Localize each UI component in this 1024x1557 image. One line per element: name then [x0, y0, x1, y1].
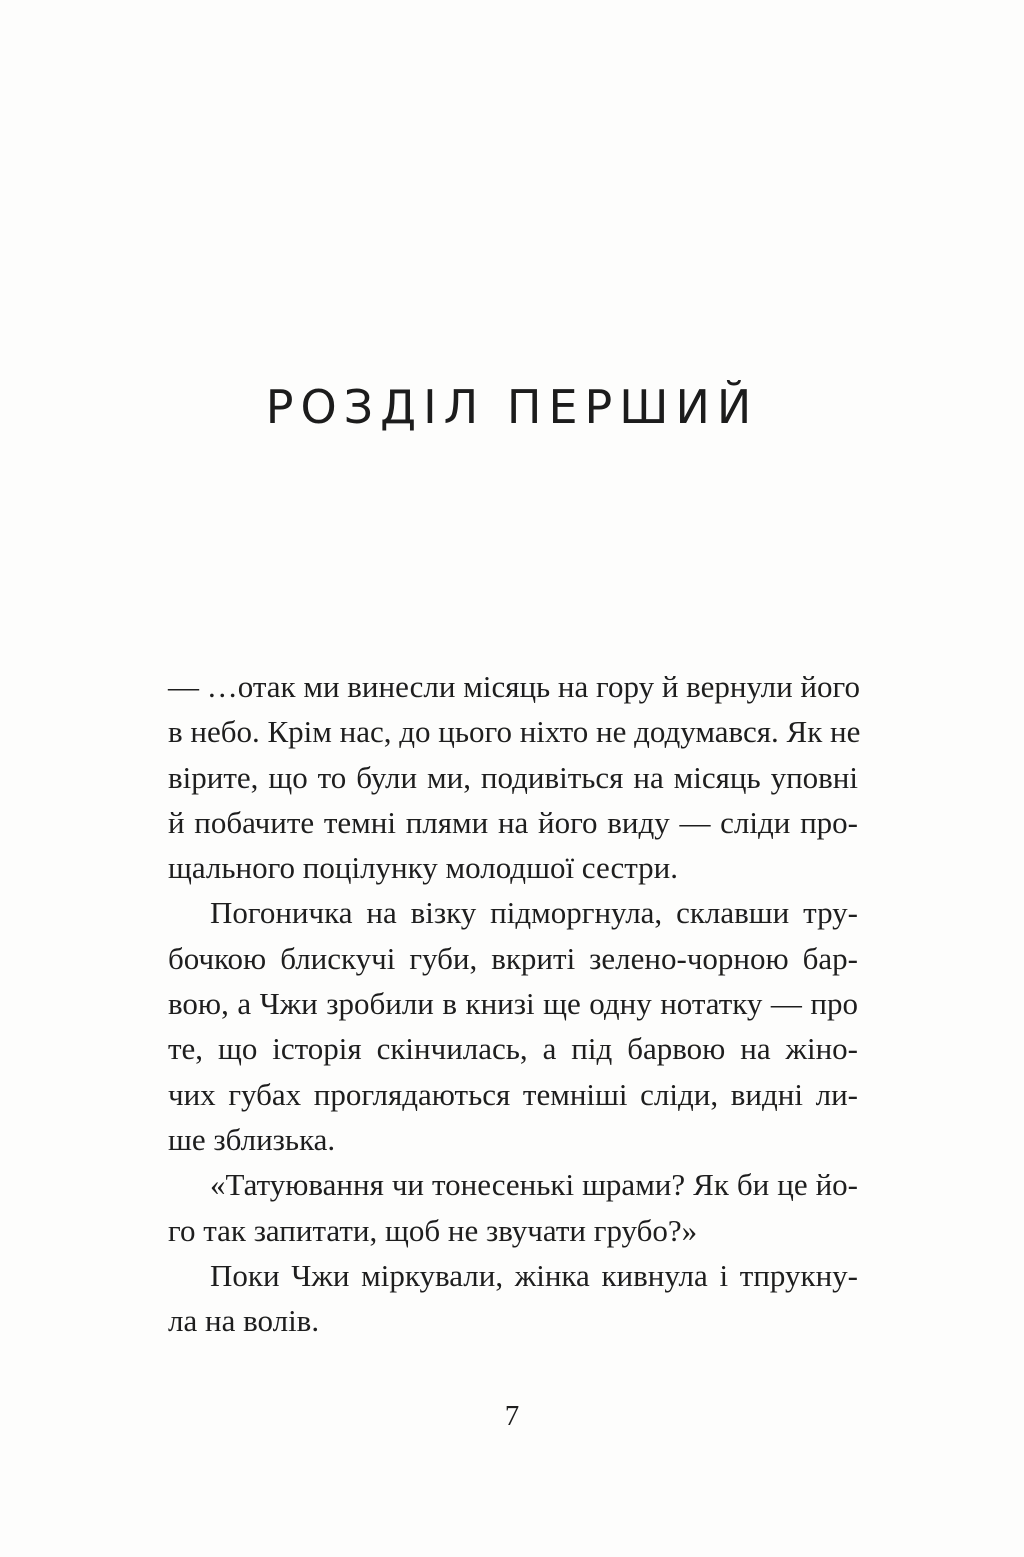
text-line: щального поцілунку молодшої сестри. — [168, 850, 679, 886]
text-line: й побачите темні плями на його виду — сліди про- — [168, 804, 858, 840]
text-line: Поки Чжи міркували, жінка кивнула і тпрукну- — [210, 1257, 858, 1293]
text-line: вірите, що то були ми, подивіться на місяць уповні — [168, 759, 858, 795]
text-line: чих губах проглядаються темніші сліди, видні ли- — [168, 1076, 858, 1112]
text-line: го так запитати, щоб не звучати грубо?» — [168, 1212, 698, 1248]
text-line: — …отак ми винесли місяць на гору й вернули його — [168, 669, 860, 704]
text-line: те, що історія скінчилась, а під барвою на жіно- — [168, 1031, 858, 1067]
text-line: «Татуювання чи тонесенькі шрами? Як би це йо- — [210, 1167, 858, 1203]
text-line: Погоничка на візку підморгнула, склавши тру- — [210, 895, 858, 931]
text-line: ла на волів. — [168, 1303, 320, 1339]
page-number: 7 — [504, 1400, 520, 1432]
text-line: бочкою блискучі губи, вкриті зелено-чорною бар- — [168, 940, 858, 976]
text-line: в небо. Крім нас, до цього ніхто не додумався. Як не — [168, 714, 861, 750]
chapter-title: РОЗДІЛ ПЕРШИЙ — [265, 380, 759, 434]
text-line: ше зблизька. — [168, 1121, 336, 1157]
text-line: вою, а Чжи зробили в книзі ще одну нотатку — про — [168, 986, 858, 1022]
body-text — [168, 664, 861, 1343]
